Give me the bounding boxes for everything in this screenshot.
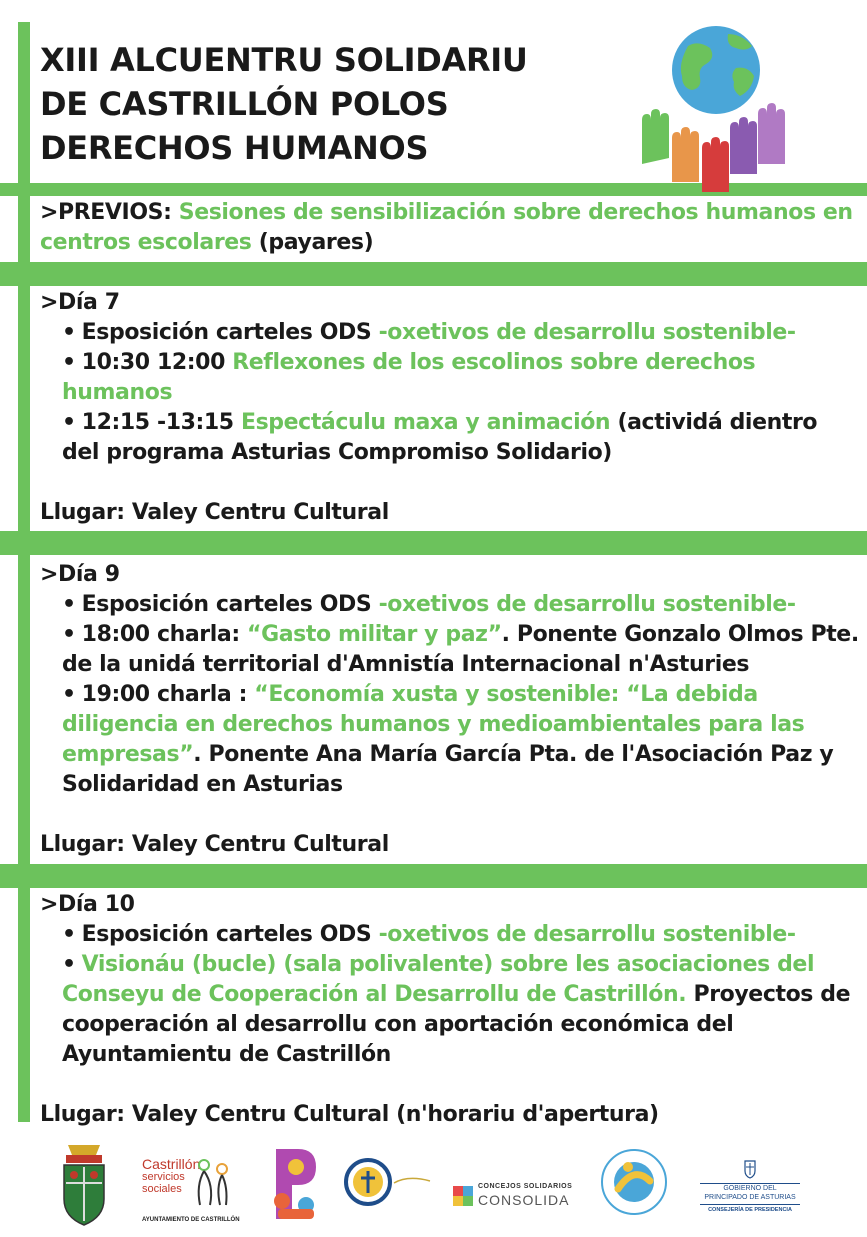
crest-icon (742, 1157, 758, 1179)
castrillon-footer: AYUNTAMIENTO DE CASTRILLÓN (142, 1217, 240, 1223)
globe-hands-icon (636, 24, 796, 196)
section-dia-9 (40, 560, 859, 860)
colorful-p-logo-icon (266, 1143, 322, 1223)
dia9-item-2-title: “Gasto militar y paz” (247, 622, 502, 647)
dia7-item-3 (40, 408, 859, 468)
dia10-item-2-note: Proyectos de cooperación al desarrollu con aportación económica del Ayuntamientu de Castrillón (62, 982, 851, 1067)
people-figures-icon (192, 1157, 232, 1209)
federacion-concejos-icon (344, 1149, 436, 1215)
dia9-item-2 (40, 620, 859, 680)
divider-2 (0, 262, 867, 286)
dia9-item-1-detail: -oxetivos de desarrollu sostenible- (378, 592, 796, 617)
previos-label: >PREVIOS: (40, 200, 179, 225)
dia10-heading: >Día 10 (40, 892, 135, 917)
divider-3 (0, 531, 867, 555)
dia7-place: Llugar: Valey Centru Cultural (40, 500, 389, 525)
dia9-item-2-time: 18:00 charla: (81, 622, 248, 647)
gobierno-line-3: CONSEJERÍA DE PRESIDENCIA (708, 1207, 792, 1213)
consolida-logo (452, 1183, 592, 1213)
puzzle-icon (452, 1185, 474, 1207)
coat-of-arms-icon (58, 1141, 110, 1227)
castrillon-sub-2: sociales (142, 1183, 182, 1195)
castrillon-name: Castrillón (142, 1156, 201, 1172)
dia7-item-3-note: (actividá dientro del programa Asturias Compromiso Solidario) (62, 410, 818, 465)
title-line-1: XIII ALCUENTRU SOLIDARIU (40, 41, 528, 79)
dia9-item-2-speaker: . Ponente Gonzalo Olmos Pte. de la unidá territorial d'Amnistía Internacional n'Asturies (62, 622, 859, 677)
dia7-item-3-detail: Espectáculu maxa y animación (240, 410, 611, 435)
dia7-item-2-time: 10:30 12:00 (81, 350, 233, 375)
dia10-item-2-detail: Visionáu (bucle) (sala polivalente) sobre les asociaciones del Conseyu de Cooperación al Desarrollu de Castrillón. (62, 952, 815, 1007)
dia9-item-3-speaker: . Ponente Ana María García Pta. de l'Asociación Paz y Solidaridad en Asturias (62, 742, 834, 797)
dia7-item-1-detail: -oxetivos de desarrollu sostenible- (378, 320, 796, 345)
section-dia-10 (40, 890, 859, 1130)
dia10-place: Llugar: Valey Centru Cultural (n'horariu d'apertura) (40, 1102, 659, 1127)
gobierno-line-1: GOBIERNO DEL (723, 1185, 777, 1192)
dia7-item-1 (40, 318, 859, 348)
dia9-place: Llugar: Valey Centru Cultural (40, 832, 389, 857)
consolida-top: CONCEJOS SOLIDARIOS (478, 1183, 573, 1190)
dia9-item-1 (40, 590, 859, 620)
section-dia-7 (40, 288, 859, 528)
dia7-item-1-label: Esposición carteles ODS (81, 320, 379, 345)
dia9-item-3-time: 19:00 charla : (81, 682, 255, 707)
dia10-item-1-label: Esposición carteles ODS (81, 922, 379, 947)
section-previos (40, 198, 859, 258)
title-line-2: DE CASTRILLÓN POLOS (40, 85, 449, 123)
dia7-item-2 (40, 348, 859, 408)
page-title (40, 38, 528, 170)
dia9-item-3 (40, 680, 859, 800)
dia7-item-3-time: 12:15 -13:15 (81, 410, 241, 435)
title-line-3: DERECHOS HUMANOS (40, 129, 429, 167)
dia10-item-1-detail: -oxetivos de desarrollu sostenible- (378, 922, 796, 947)
previos-text: Sesiones de sensibilización sobre derechos humanos en centros escolares (40, 200, 853, 255)
consolida-main: CONSOLIDA (478, 1192, 570, 1208)
castrillon-sub-1: servicios (142, 1171, 185, 1183)
sponsor-logos (50, 1135, 850, 1230)
divider-4 (0, 864, 867, 888)
agencia-cooperacion-icon (598, 1145, 670, 1219)
dia9-item-1-label: Esposición carteles ODS (81, 592, 379, 617)
dia10-item-1 (40, 920, 859, 950)
dia10-item-2 (40, 950, 859, 1070)
dia9-item-3-title: “Economía xusta y sostenible: “La debida diligencia en derechos humanos y medioambientales para las empresas” (62, 682, 805, 767)
dia7-item-2-detail: Reflexones de los escolinos sobre derechos humanos (62, 350, 756, 405)
gobierno-principado-logo (700, 1157, 800, 1223)
dia7-heading: >Día 7 (40, 290, 120, 315)
previos-note: (payares) (251, 230, 374, 255)
dia9-heading: >Día 9 (40, 562, 120, 587)
gobierno-line-2: PRINCIPADO DE ASTURIAS (704, 1194, 796, 1201)
castrillon-servicios-sociales-logo (142, 1157, 262, 1227)
